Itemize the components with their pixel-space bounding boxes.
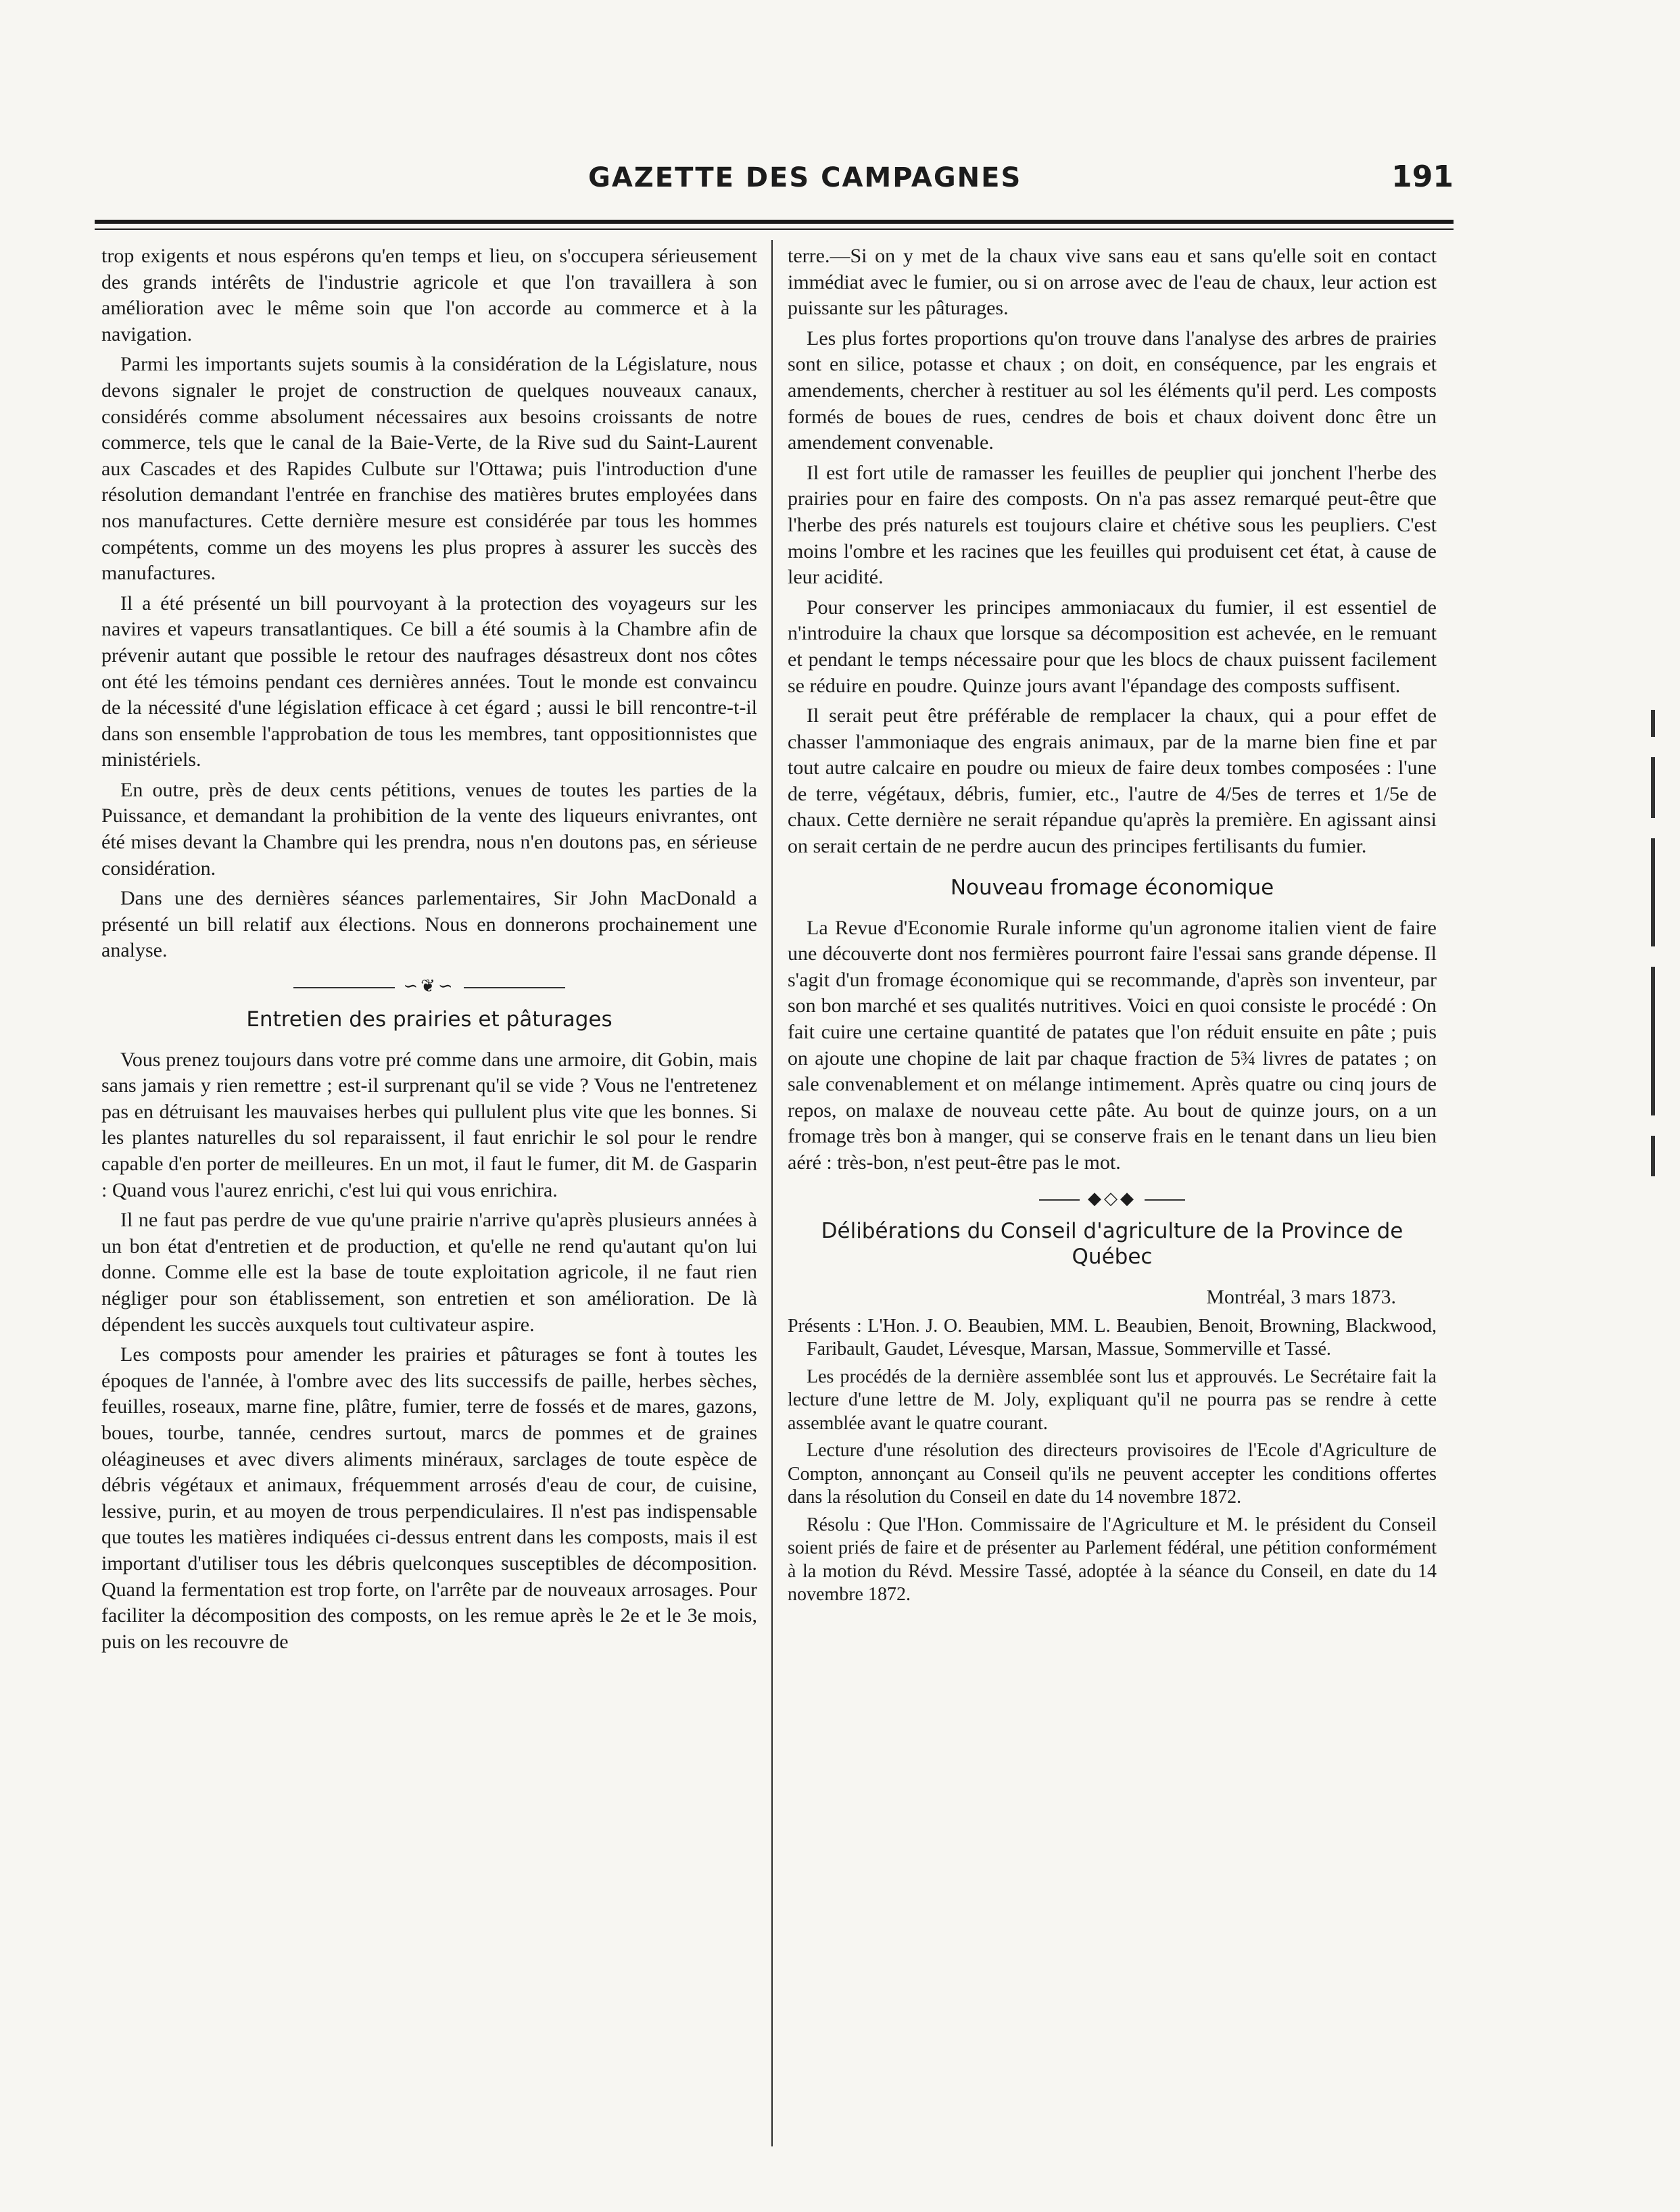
paragraph: Il est fort utile de ramasser les feuilles de peuplier qui jonchent l'herbe des prairies pour en faire des composts. On n'a pas assez remarqué peut-être que l'herbe des prés naturels est toujours claire et chétive sous les peupliers. C'est moins l'ombre et les racines que les feuilles qui produisent cet état, à cause de leur acidité.: [788, 461, 1437, 589]
paragraph: En outre, près de deux cents pétitions, venues de toutes les parties de la Puissance, et demandant la prohibition de la vente des liqueurs enivrantes, ont été mises devant la Chambre qui les prendra, nous n'en doutons pas, en sérieuse considération.: [101, 778, 757, 880]
paragraph: La Revue d'Economie Rurale informe qu'un agronome italien vient de faire une découverte dont nos fermières pourront faire l'essai sans grande dépense. Il s'agit d'un fromage économique qui se recommande, d'après son inventeur, par son bon marché et ses qualités nutritives. Voici en quoi consiste le procédé : On fait cuire une certaine quantité de patates que l'on réduit ensuite en pâte ; puis on ajoute une chopine de lait par chaque fraction de 5¾ livres de patates ; on sale convenablement et on mélange intimement. Après quatre ou cinq jours de repos, on malaxe de nouveau cette pâte. Au bout de quinze jours, on a un fromage très bon à manger, qui se conserve frais en le tenant dans un lieu bien aéré : très-bon, n'est peut-être pas le mot.: [788, 916, 1437, 1174]
section-ornament: ∽❦∽: [101, 973, 757, 1000]
meeting-minutes: [788, 1315, 1437, 1607]
paragraph: Les procédés de la dernière assemblée sont lus et approuvés. Le Secrétaire fait la lecture d'une lettre de M. Joly, expliquant qu'il ne pourra pas se rendre à cette assemblée avant le quatre courant.: [788, 1366, 1437, 1434]
paragraph: Pour conserver les principes ammoniacaux du fumier, il est essentiel de n'introduire la chaux que lorsque sa décomposition est achevée, en le remuant et pendant le temps nécessaire pour que les blocs de chaux puissent facilement se réduire en poudre. Quinze jours avant l'épandage des composts suffisent.: [788, 596, 1437, 697]
page-header: [101, 154, 1454, 203]
paragraph: Il ne faut pas perdre de vue qu'une prairie n'arrive qu'après plusieurs années à un bon état d'entretien et de production, et qu'elle ne rend qu'autant qu'on lui donne. Comme elle est la base de toute exploitation agricole, il ne faut rien négliger pour son établissement, son entretien et son amélioration. De là dépendent les succès auxquels tout cultivateur aspire.: [101, 1209, 757, 1336]
header-rule-thin: [95, 229, 1454, 230]
paragraph: Il serait peut être préférable de remplacer la chaux, qui a pour effet de chasser l'ammoniaque des engrais animaux, par de la marne bien fine et par tout autre calcaire en poudre ou mieux de faire deux tombes composées : l'une de terre, végétaux, débris, fumier, etc., l'autre de 4/5es de terres et 1/5e de chaux. Cette dernière ne serait répandue qu'après la première. En agissant ainsi on serait certain de ne perdre aucun des principes fertilisants du fumier.: [788, 704, 1437, 858]
paragraph: Résolu : Que l'Hon. Commissaire de l'Agriculture et M. le président du Conseil soient priés de faire et de présenter au Parlement fédéral, une pétition conformément à la motion du Révd. Messire Tassé, adoptée à la séance du Conseil, en date du 14 novembre 1872.: [788, 1514, 1437, 1606]
dateline: Montréal, 3 mars 1873.: [1206, 1286, 1396, 1309]
header-rule-thick: [95, 220, 1454, 224]
paragraph: Les plus fortes proportions qu'on trouve dans l'analyse des arbres de prairies sont en silice, potasse et chaux ; on doit, en conséquence, par les engrais et amendements, chercher à restituer au sol les éléments qu'il perd. Les composts formés de boues de rues, cendres de bois et chaux doivent donc être un amendement convenable.: [788, 327, 1437, 454]
paragraph: Il a été présenté un bill pourvoyant à la protection des voyageurs sur les navires et vapeurs transatlantiques. Ce bill a été soumis à la Chambre afin de prévenir autant que possible le retour des naufrages désastreux dont nos côtes ont été les témoins pendant ces dernières années. Tout le monde est convaincu de la nécessité d'une législation efficace à cet égard ; aussi le bill rencontre-t-il dans son ensemble l'approbation de tous les membres, tant oppositionnistes que ministériels.: [101, 592, 757, 771]
right-column: [788, 243, 1437, 1611]
paragraph: Les composts pour amender les prairies et pâturages se font à toutes les époques de l'année, à l'ombre avec des lits successifs de paille, herbes sèches, feuilles, roseaux, marne fine, plâtre, fumier, terre de fossés et de mares, gazons, boues, tourbe, tannée, cendres surtout, marcs de pommes et de graines oléagineuses et avec divers aliments minéraux, sarclages de toute espèce de débris végétaux et animaux, fréquemment arrosés d'eau de cour, de cuisine, lessive, purin, et au moyen de trous perpendiculaires. Il n'est pas indispensable que toutes les matières indiquées ci-dessus entrent dans les composts, mais il est important d'utiliser tous les débris quelconques susceptibles de décomposition. Quand la fermentation est trop forte, on l'arrête par de nouveaux arrosages. Pour faciliter la décomposition des composts, on les remue après le 2e et le 3e mois, puis on les recouvre de: [101, 1343, 757, 1653]
left-column: [101, 243, 757, 1659]
paragraph: Lecture d'une résolution des directeurs provisoires de l'Ecole d'Agriculture de Compton, annonçant au Conseil qu'ils ne peuvent accepter les conditions offertes dans la résolution du Conseil en date du 14 novembre 1872.: [788, 1440, 1437, 1508]
margin-bleed-marks: [1639, 710, 1666, 2197]
publication-title: GAZETTE DES CAMPAGNES: [588, 162, 1022, 193]
paragraph: Dans une des dernières séances parlementaires, Sir John MacDonald a présenté un bill relatif aux élections. Nous en donnerons prochainement une analyse.: [101, 887, 757, 962]
minutes-attendees: Présents : L'Hon. J. O. Beaubien, MM. L. Beaubien, Benoit, Browning, Blackwood, Faribault, Gaudet, Lévesque, Marsan, Massue, Sommerville et Tassé.: [788, 1315, 1437, 1360]
paragraph: Parmi les importants sujets soumis à la considération de la Législature, nous devons signaler le projet de construction de quelques nouveaux canaux, considérés comme absolument nécessaires aux besoins croissants de notre commerce, tels que le canal de la Baie-Verte, de la Rive sud du Saint-Laurent aux Cascades et des Rapides Culbute sur l'Ottawa; puis l'introduction d'une résolution demandant l'entrée en franchise des matières brutes employées dans nos manufactures. Cette dernière mesure est considérée par tous les hommes compétents, comme un des moyens les plus propres à assurer les succès des manufactures.: [101, 353, 757, 585]
section-title-fromage: Nouveau fromage économique: [950, 875, 1274, 900]
page-number: 191: [1391, 160, 1454, 194]
paragraph: trop exigents et nous espérons qu'en temps et lieu, on s'occupera sérieusement des grands intérêts de l'industrie agricole et que l'on travaillera à son amélioration avec le même soin que l'on accorde au commerce et à la navigation.: [101, 245, 757, 345]
paragraph: Vous prenez toujours dans votre pré comme dans une armoire, dit Gobin, mais sans jamais y rien remettre ; est-il surprenant qu'il se vide ? Vous ne l'entretenez pas en détruisant les mauvaises herbes qui pullulent plus vite que les bonnes. Si les plantes naturelles du sol reparaissent, il faut enrichir le sol pour le rendre capable d'en porter de meilleures. En un mot, il faut le fumer, dit M. de Gasparin : Quand vous l'aurez enrichi, c'est lui qui vous enrichira.: [101, 1048, 757, 1201]
paragraph: terre.—Si on y met de la chaux vive sans eau et sans qu'elle soit en contact immédiat avec le fumier, ou si on arrose avec de l'eau de chaux, leur action est puissante sur les pâturages.: [788, 245, 1437, 320]
column-divider: [771, 240, 773, 2146]
section-ornament: ◆◇◆: [788, 1186, 1437, 1212]
section-title-prairies: Entretien des prairies et pâturages: [246, 1007, 613, 1032]
section-title-deliberations: Délibérations du Conseil d'agriculture de la Province de Québec: [821, 1219, 1403, 1270]
